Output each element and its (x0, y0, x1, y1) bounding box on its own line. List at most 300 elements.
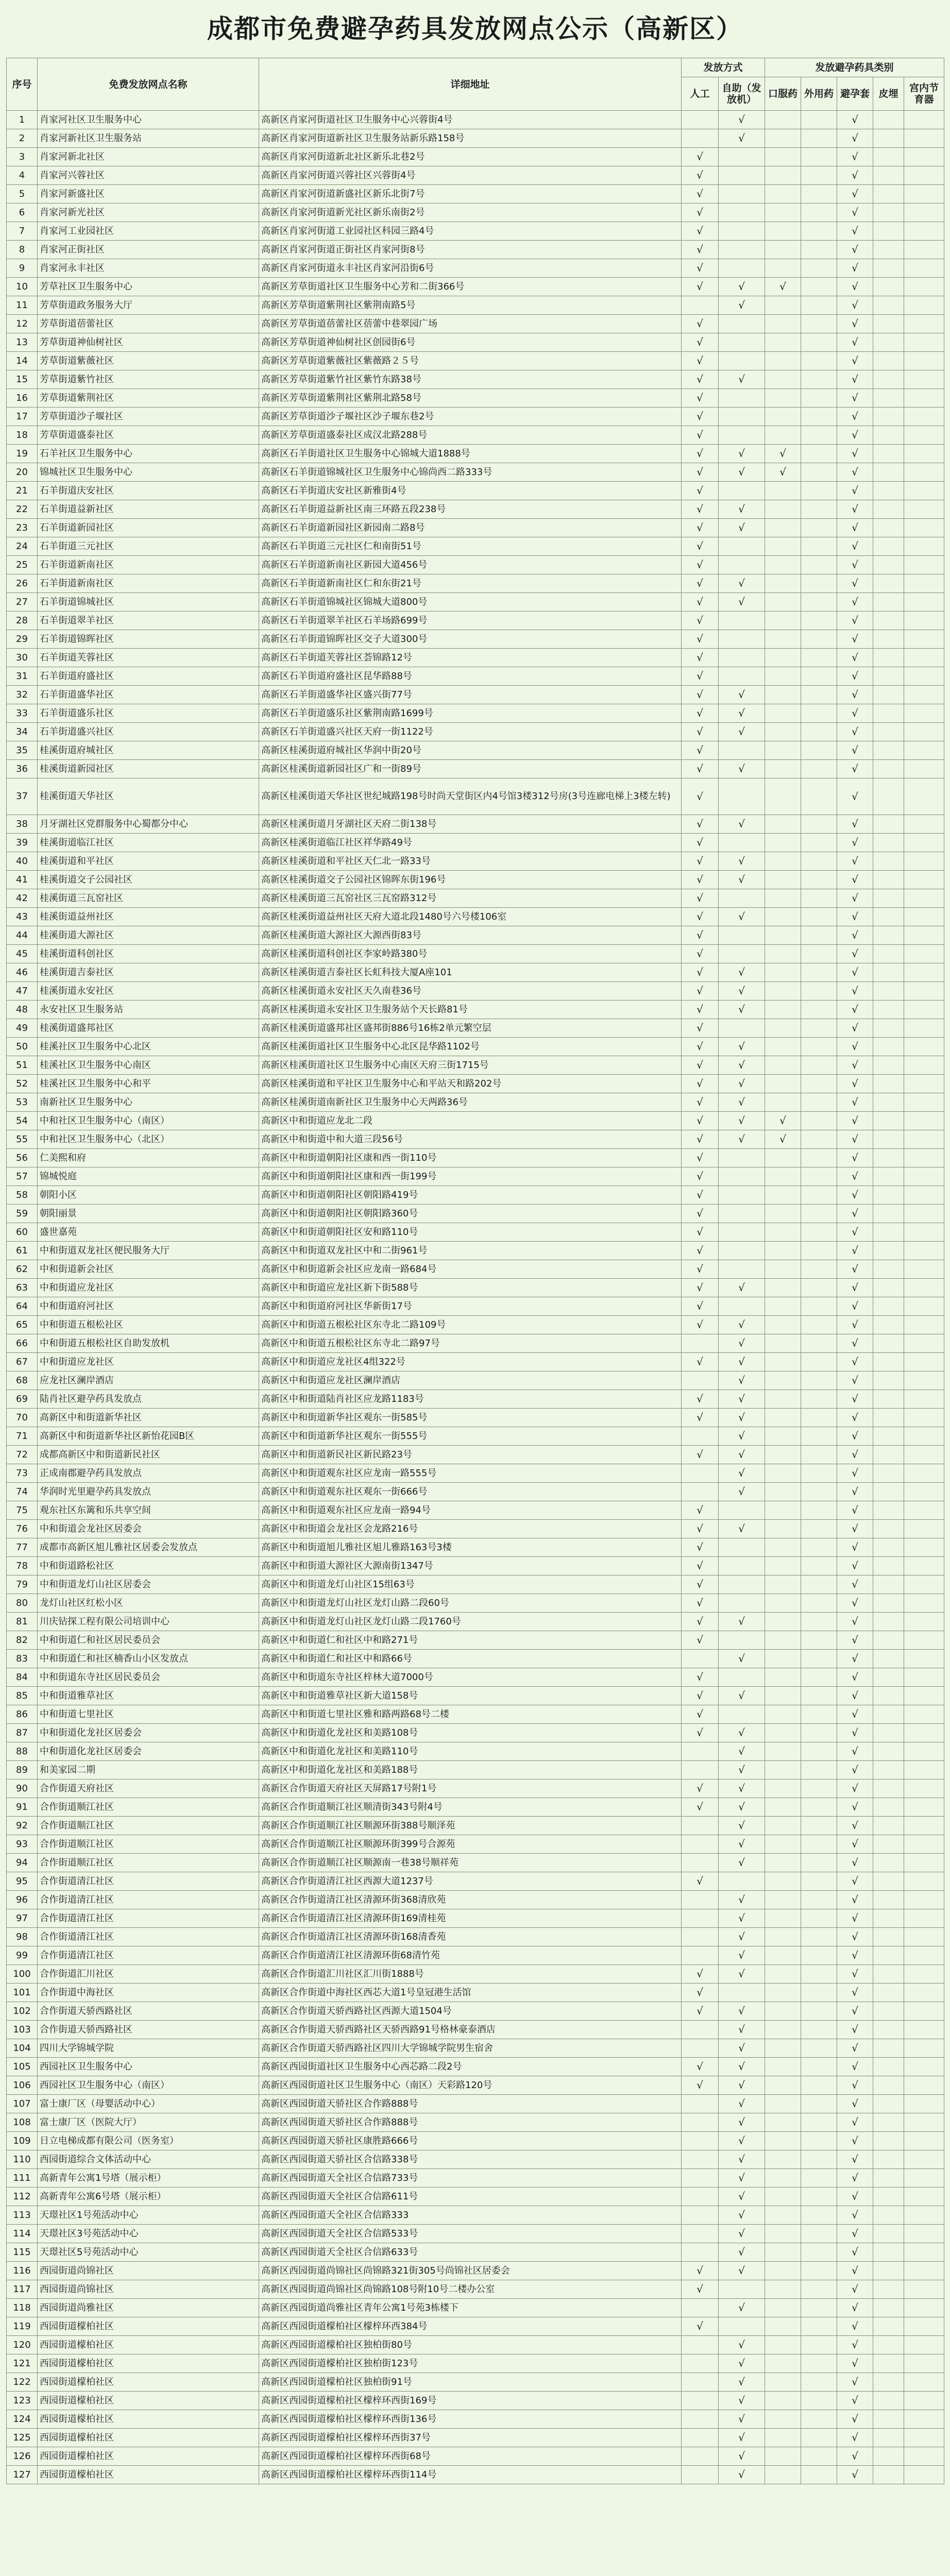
implant-mark (873, 2150, 904, 2169)
iud-mark (904, 315, 944, 333)
manual-mark (682, 1946, 719, 1965)
outlet-name: 芳草街道紫荆社区 (38, 389, 259, 408)
self-service-mark: √ (719, 908, 765, 926)
oral-mark (765, 963, 801, 982)
row-index: 93 (7, 1835, 38, 1854)
iud-mark (904, 1075, 944, 1093)
iud-mark (904, 2262, 944, 2280)
implant-mark (873, 463, 904, 482)
implant-mark (873, 1446, 904, 1464)
iud-mark (904, 1984, 944, 2002)
self-service-mark (719, 1668, 765, 1687)
outlet-address: 高新区芳草街道神仙树社区创园街6号 (259, 333, 682, 352)
topical-mark (801, 1353, 837, 1371)
topical-mark (801, 1798, 837, 1817)
table-row (7, 945, 944, 963)
manual-mark: √ (682, 1093, 719, 1112)
outlet-name: 中和街道化龙社区居委会 (38, 1724, 259, 1742)
iud-mark (904, 185, 944, 204)
manual-mark (682, 2132, 719, 2150)
topical-mark (801, 945, 837, 963)
iud-mark (904, 1724, 944, 1742)
row-index: 17 (7, 408, 38, 426)
self-service-mark: √ (719, 815, 765, 834)
self-service-mark (719, 482, 765, 500)
implant-mark (873, 1984, 904, 2002)
condom-mark: √ (837, 370, 873, 389)
manual-mark: √ (682, 1297, 719, 1316)
topical-mark (801, 2169, 837, 2188)
row-index: 90 (7, 1780, 38, 1798)
manual-mark: √ (682, 1984, 719, 2002)
manual-mark (682, 2447, 719, 2466)
manual-mark: √ (682, 1668, 719, 1687)
self-service-mark: √ (719, 2039, 765, 2058)
manual-mark: √ (682, 1705, 719, 1724)
implant-mark (873, 2392, 904, 2410)
iud-mark (904, 1909, 944, 1928)
iud-mark (904, 1742, 944, 1761)
implant-mark (873, 2354, 904, 2373)
iud-mark (904, 2113, 944, 2132)
oral-mark (765, 2354, 801, 2373)
implant-mark (873, 649, 904, 667)
table-row (7, 2280, 944, 2299)
self-service-mark (719, 315, 765, 333)
condom-mark: √ (837, 2299, 873, 2317)
manual-mark (682, 129, 719, 148)
implant-mark (873, 760, 904, 778)
implant-mark (873, 1520, 904, 1538)
self-service-mark: √ (719, 1724, 765, 1742)
implant-mark (873, 1761, 904, 1780)
outlet-name: 西园街道檬柏社区 (38, 2392, 259, 2410)
self-service-mark (719, 259, 765, 278)
outlet-address: 高新区肖家河街道兴蓉社区兴蓉街4号 (259, 166, 682, 185)
implant-mark (873, 1112, 904, 1130)
table-row (7, 241, 944, 259)
topical-mark (801, 241, 837, 259)
condom-mark: √ (837, 2039, 873, 2058)
oral-mark (765, 2095, 801, 2113)
outlet-name: 西园街道檬柏社区 (38, 2429, 259, 2447)
manual-mark: √ (682, 1019, 719, 1038)
topical-mark (801, 166, 837, 185)
implant-mark (873, 2317, 904, 2336)
iud-mark (904, 723, 944, 741)
implant-mark (873, 723, 904, 741)
iud-mark (904, 1297, 944, 1316)
topical-mark (801, 834, 837, 852)
outlet-address: 高新区桂溪街道社区卫生服务中心南区天府三街1715号 (259, 1056, 682, 1075)
manual-mark: √ (682, 889, 719, 908)
outlet-address: 高新区西园街道尚雅社区青年公寓1号苑3栋楼下 (259, 2299, 682, 2317)
outlet-address: 高新区中和街道东寺社区梓林大道7000号 (259, 1668, 682, 1687)
table-row (7, 389, 944, 408)
table-row (7, 963, 944, 982)
table-row (7, 1854, 944, 1872)
manual-mark: √ (682, 185, 719, 204)
table-row (7, 1409, 944, 1427)
implant-mark (873, 1854, 904, 1872)
condom-mark: √ (837, 1705, 873, 1724)
iud-mark (904, 1594, 944, 1613)
topical-mark (801, 1965, 837, 1984)
oral-mark (765, 1167, 801, 1186)
implant-mark (873, 1780, 904, 1798)
manual-mark: √ (682, 1353, 719, 1371)
oral-mark (765, 2132, 801, 2150)
outlet-name: 中和街道双龙社区便民服务大厅 (38, 1242, 259, 1260)
condom-mark: √ (837, 1946, 873, 1965)
outlet-name: 西园社区卫生服务中心（南区） (38, 2076, 259, 2095)
implant-mark (873, 686, 904, 704)
implant-mark (873, 1186, 904, 1205)
outlet-address: 高新区芳草街道紫荆社区紫荆北路58号 (259, 389, 682, 408)
outlet-address: 高新区中和街道化龙社区和美路108号 (259, 1724, 682, 1742)
self-service-mark: √ (719, 1093, 765, 1112)
row-index: 103 (7, 2021, 38, 2039)
oral-mark (765, 500, 801, 519)
outlet-address: 高新区中和街道新会社区应龙南一路684号 (259, 1260, 682, 1279)
outlet-name: 西园街道檬柏社区 (38, 2373, 259, 2392)
topical-mark (801, 1242, 837, 1260)
condom-mark: √ (837, 1371, 873, 1390)
row-index: 6 (7, 204, 38, 222)
outlet-address: 高新区肖家河街道新盛社区新乐北街7号 (259, 185, 682, 204)
manual-mark: √ (682, 1112, 719, 1130)
topical-mark (801, 1056, 837, 1075)
implant-mark (873, 1260, 904, 1279)
outlet-name: 肖家河新盛社区 (38, 185, 259, 204)
outlet-address: 高新区肖家河街道永丰社区肖家河沿街6号 (259, 259, 682, 278)
topical-mark (801, 2095, 837, 2113)
topical-mark (801, 2410, 837, 2429)
implant-mark (873, 834, 904, 852)
iud-mark (904, 2317, 944, 2336)
outlet-address: 高新区石羊街道盛兴社区天府一街1122号 (259, 723, 682, 741)
self-service-mark (719, 630, 765, 649)
row-index: 109 (7, 2132, 38, 2150)
iud-mark (904, 1928, 944, 1946)
outlet-name: 芳草街道蓓蕾社区 (38, 315, 259, 333)
topical-mark (801, 2113, 837, 2132)
outlet-address: 高新区桂溪街道永安社区天久南巷36号 (259, 982, 682, 1001)
condom-mark: √ (837, 1186, 873, 1205)
topical-mark (801, 2447, 837, 2466)
table-row (7, 1538, 944, 1557)
topical-mark (801, 1650, 837, 1668)
table-row (7, 445, 944, 463)
oral-mark (765, 1001, 801, 1019)
self-service-mark: √ (719, 500, 765, 519)
manual-mark (682, 1761, 719, 1780)
topical-mark (801, 1316, 837, 1334)
table-row (7, 1501, 944, 1520)
implant-mark (873, 111, 904, 129)
implant-mark (873, 519, 904, 537)
manual-mark: √ (682, 760, 719, 778)
row-index: 105 (7, 2058, 38, 2076)
outlet-name: 肖家河正街社区 (38, 241, 259, 259)
self-service-mark (719, 185, 765, 204)
iud-mark (904, 519, 944, 537)
outlet-address: 高新区石羊街道社区卫生服务中心锦城大道1888号 (259, 445, 682, 463)
table-row (7, 1724, 944, 1742)
oral-mark: √ (765, 1112, 801, 1130)
topical-mark (801, 1946, 837, 1965)
outlet-address: 高新区西园街道天骄社区康胜路666号 (259, 2132, 682, 2150)
implant-mark (873, 1019, 904, 1038)
outlet-address: 高新区中和街道龙灯山社区龙灯山路二段1760号 (259, 1613, 682, 1631)
condom-mark: √ (837, 574, 873, 593)
self-service-mark: √ (719, 1798, 765, 1817)
table-row (7, 1223, 944, 1242)
oral-mark (765, 1093, 801, 1112)
iud-mark (904, 1223, 944, 1242)
outlet-name: 西园街道尚锦社区 (38, 2262, 259, 2280)
topical-mark (801, 315, 837, 333)
oral-mark (765, 2466, 801, 2484)
row-index: 13 (7, 333, 38, 352)
manual-mark: √ (682, 1056, 719, 1075)
topical-mark (801, 278, 837, 296)
self-service-mark: √ (719, 2373, 765, 2392)
self-service-mark (719, 741, 765, 760)
oral-mark (765, 1742, 801, 1761)
row-index: 26 (7, 574, 38, 593)
outlet-address: 高新区中和街道旭儿雅社区旭儿雅路163号3楼 (259, 1538, 682, 1557)
row-index: 60 (7, 1223, 38, 1242)
implant-mark (873, 815, 904, 834)
implant-mark (873, 1223, 904, 1242)
iud-mark (904, 2132, 944, 2150)
header-condom: 避孕套 (837, 77, 873, 111)
manual-mark (682, 2095, 719, 2113)
iud-mark (904, 908, 944, 926)
row-index: 66 (7, 1334, 38, 1353)
table-row (7, 1594, 944, 1613)
implant-mark (873, 593, 904, 612)
outlet-address: 高新区中和街道观东社区应龙南一路94号 (259, 1501, 682, 1520)
condom-mark: √ (837, 296, 873, 315)
iud-mark (904, 2150, 944, 2169)
self-service-mark: √ (719, 1075, 765, 1093)
oral-mark (765, 1353, 801, 1371)
condom-mark: √ (837, 185, 873, 204)
manual-mark: √ (682, 1149, 719, 1167)
outlet-address: 高新区合作街道清江社区清源环街169清桂苑 (259, 1909, 682, 1928)
condom-mark: √ (837, 1446, 873, 1464)
self-service-mark: √ (719, 963, 765, 982)
iud-mark (904, 1038, 944, 1056)
outlet-name: 锦城悦庭 (38, 1167, 259, 1186)
outlet-address: 高新区中和街道仁和社区中和路271号 (259, 1631, 682, 1650)
self-service-mark (719, 778, 765, 815)
table-row (7, 926, 944, 945)
oral-mark (765, 2392, 801, 2410)
implant-mark (873, 482, 904, 500)
topical-mark (801, 1891, 837, 1909)
iud-mark (904, 1446, 944, 1464)
self-service-mark (719, 1575, 765, 1594)
row-index: 53 (7, 1093, 38, 1112)
topical-mark (801, 2206, 837, 2225)
topical-mark (801, 2392, 837, 2410)
iud-mark (904, 2169, 944, 2188)
topical-mark (801, 204, 837, 222)
manual-mark (682, 2021, 719, 2039)
self-service-mark: √ (719, 2410, 765, 2429)
table-row (7, 2150, 944, 2169)
oral-mark (765, 1334, 801, 1353)
iud-mark (904, 1780, 944, 1798)
topical-mark (801, 1167, 837, 1186)
table-row (7, 1427, 944, 1446)
iud-mark (904, 1501, 944, 1520)
condom-mark: √ (837, 2392, 873, 2410)
iud-mark (904, 1520, 944, 1538)
condom-mark: √ (837, 333, 873, 352)
manual-mark: √ (682, 574, 719, 593)
outlet-address: 高新区合作街道汇川社区汇川街1888号 (259, 1965, 682, 1984)
topical-mark (801, 1613, 837, 1631)
iud-mark (904, 1409, 944, 1427)
topical-mark (801, 2299, 837, 2317)
outlet-name: 正成南郡避孕药具发放点 (38, 1464, 259, 1483)
self-service-mark (719, 1242, 765, 1260)
implant-mark (873, 1538, 904, 1557)
manual-mark: √ (682, 908, 719, 926)
row-index: 34 (7, 723, 38, 741)
row-index: 59 (7, 1205, 38, 1223)
manual-mark (682, 1742, 719, 1761)
topical-mark (801, 370, 837, 389)
self-service-mark: √ (719, 2466, 765, 2484)
table-row (7, 889, 944, 908)
manual-mark (682, 2150, 719, 2169)
manual-mark: √ (682, 259, 719, 278)
self-service-mark: √ (719, 2169, 765, 2188)
iud-mark (904, 1056, 944, 1075)
table-row (7, 1946, 944, 1965)
topical-mark (801, 2132, 837, 2150)
implant-mark (873, 259, 904, 278)
self-service-mark: √ (719, 370, 765, 389)
outlet-address: 高新区中和街道朝阳社区朝阳路419号 (259, 1186, 682, 1205)
row-index: 30 (7, 649, 38, 667)
implant-mark (873, 1946, 904, 1965)
condom-mark: √ (837, 2095, 873, 2113)
iud-mark (904, 612, 944, 630)
oral-mark (765, 1909, 801, 1928)
manual-mark: √ (682, 166, 719, 185)
implant-mark (873, 2280, 904, 2299)
implant-mark (873, 926, 904, 945)
condom-mark: √ (837, 1854, 873, 1872)
outlet-name: 肖家河新社区卫生服务站 (38, 129, 259, 148)
self-service-mark: √ (719, 129, 765, 148)
topical-mark (801, 1705, 837, 1724)
implant-mark (873, 166, 904, 185)
oral-mark (765, 1038, 801, 1056)
condom-mark: √ (837, 1724, 873, 1742)
implant-mark (873, 408, 904, 426)
self-service-mark: √ (719, 1928, 765, 1946)
manual-mark: √ (682, 1501, 719, 1520)
outlet-address: 高新区中和街道观东社区观东一街666号 (259, 1483, 682, 1501)
self-service-mark: √ (719, 1001, 765, 1019)
topical-mark (801, 2150, 837, 2169)
outlet-address: 高新区肖家河街道新光社区新乐南街2号 (259, 204, 682, 222)
outlet-name: 合作街道天府社区 (38, 1780, 259, 1798)
table-row (7, 2317, 944, 2336)
iud-mark (904, 1464, 944, 1483)
condom-mark: √ (837, 2225, 873, 2243)
row-index: 36 (7, 760, 38, 778)
iud-mark (904, 1019, 944, 1038)
topical-mark (801, 2429, 837, 2447)
topical-mark (801, 129, 837, 148)
outlet-address: 高新区中和街道五根松社区东寺北二路109号 (259, 1316, 682, 1334)
manual-mark: √ (682, 686, 719, 704)
outlet-name: 中和街道雅草社区 (38, 1687, 259, 1705)
row-index: 77 (7, 1538, 38, 1557)
condom-mark: √ (837, 667, 873, 686)
topical-mark (801, 1520, 837, 1538)
outlet-address: 高新区中和街道应龙社区4组322号 (259, 1353, 682, 1371)
condom-mark: √ (837, 945, 873, 963)
table-row (7, 593, 944, 612)
outlet-address: 高新区桂溪街道盛邦社区盛邦街886号16栋2单元繁空层 (259, 1019, 682, 1038)
iud-mark (904, 1186, 944, 1205)
condom-mark: √ (837, 1798, 873, 1817)
outlet-name: 西园街道檬柏社区 (38, 2354, 259, 2373)
condom-mark: √ (837, 1112, 873, 1130)
outlet-name: 南新社区卫生服务中心 (38, 1093, 259, 1112)
outlet-name: 桂溪街道科创社区 (38, 945, 259, 963)
self-service-mark: √ (719, 2113, 765, 2132)
condom-mark: √ (837, 2169, 873, 2188)
outlet-name: 合作街道清江社区 (38, 1872, 259, 1891)
manual-mark: √ (682, 982, 719, 1001)
outlet-address: 高新区西园街道檬柏社区檬梓环西街114号 (259, 2466, 682, 2484)
row-index: 50 (7, 1038, 38, 1056)
table-row (7, 2021, 944, 2039)
row-index: 81 (7, 1613, 38, 1631)
outlet-name: 合作街道顺江社区 (38, 1854, 259, 1872)
outlet-address: 高新区中和街道七里社区雅和路两路68号二楼 (259, 1705, 682, 1724)
row-index: 9 (7, 259, 38, 278)
table-row (7, 834, 944, 852)
table-row (7, 2429, 944, 2447)
condom-mark: √ (837, 389, 873, 408)
implant-mark (873, 2429, 904, 2447)
topical-mark (801, 1538, 837, 1557)
condom-mark: √ (837, 834, 873, 852)
iud-mark (904, 963, 944, 982)
table-row (7, 2039, 944, 2058)
outlet-address: 高新区石羊街道府盛社区昆华路88号 (259, 667, 682, 686)
table-row (7, 1761, 944, 1780)
table-row (7, 259, 944, 278)
row-index: 88 (7, 1742, 38, 1761)
implant-mark (873, 333, 904, 352)
header-self-service: 自助（发放机） (719, 77, 765, 111)
implant-mark (873, 1464, 904, 1483)
outlet-address: 高新区桂溪街道益州社区天府大道北段1480号六号楼106室 (259, 908, 682, 926)
condom-mark: √ (837, 1631, 873, 1650)
